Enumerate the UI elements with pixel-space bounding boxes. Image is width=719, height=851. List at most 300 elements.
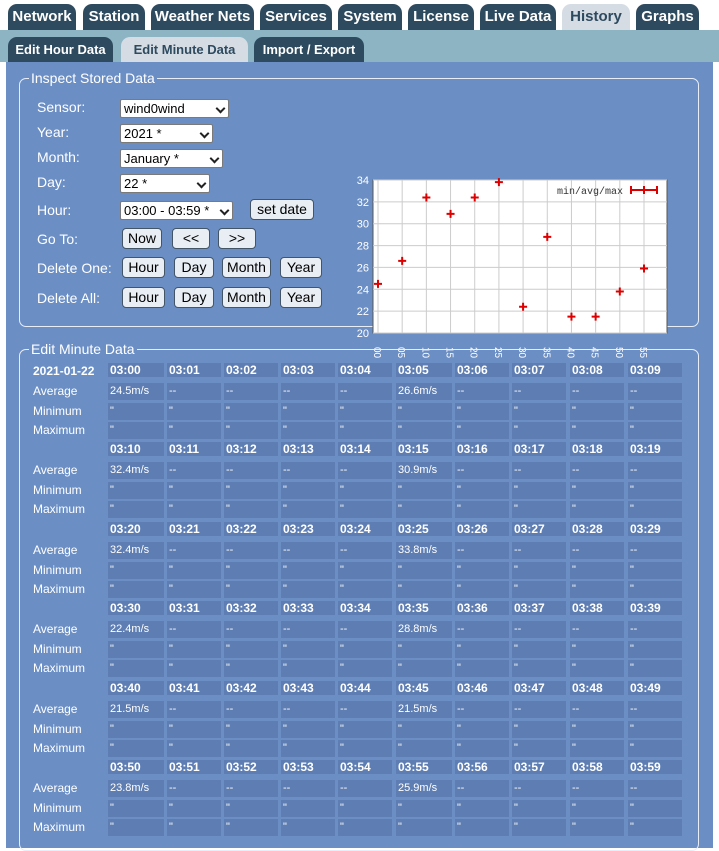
minute-maximum-field[interactable]: "	[281, 581, 335, 598]
minute-header: 03:30	[108, 601, 164, 615]
minute-maximum-field[interactable]: "	[512, 740, 566, 757]
minute-maximum-field[interactable]: "	[281, 422, 335, 439]
chart-legend-label: min/avg/max	[557, 187, 624, 198]
minute-minimum-field[interactable]: "	[455, 721, 509, 738]
minute-average-field[interactable]: 32.4m/s	[108, 542, 164, 559]
minute-minimum-field[interactable]: "	[281, 403, 335, 420]
minute-average-field[interactable]: --	[455, 542, 509, 559]
minute-minimum-field[interactable]: "	[108, 800, 164, 817]
minute-maximum-field[interactable]: "	[224, 740, 278, 757]
minute-average-field[interactable]: --	[167, 701, 221, 718]
minute-maximum-field[interactable]: "	[281, 501, 335, 518]
minute-minimum-field[interactable]: "	[224, 721, 278, 738]
chart-x-tick-label: 05	[395, 347, 407, 359]
delete-all-day-button[interactable]: Day	[174, 287, 214, 308]
minute-minimum-field[interactable]: "	[512, 403, 566, 420]
minute-header: 03:49	[628, 681, 682, 695]
minute-header: 03:36	[455, 601, 509, 615]
minute-minimum-field[interactable]: "	[455, 800, 509, 817]
minute-maximum-field[interactable]: "	[108, 740, 164, 757]
minute-maximum-field[interactable]: "	[167, 740, 221, 757]
goto-label: Go To:	[37, 231, 78, 247]
minute-minimum-field[interactable]: "	[628, 641, 682, 658]
minute-average-field[interactable]: --	[628, 542, 682, 559]
delete-one-hour-button[interactable]: Hour	[122, 257, 165, 278]
row-label-average: Average	[33, 702, 78, 716]
prev-button[interactable]: <<	[172, 228, 210, 249]
minute-average-field[interactable]: --	[167, 383, 221, 400]
minute-average-field[interactable]: --	[455, 701, 509, 718]
minute-header: 03:24	[338, 522, 392, 536]
top-nav	[0, 0, 719, 30]
minute-minimum-field[interactable]: "	[167, 562, 221, 579]
minute-minimum-field[interactable]: "	[108, 482, 164, 499]
minute-average-field[interactable]: --	[455, 383, 509, 400]
minute-maximum-field[interactable]: "	[570, 581, 624, 598]
minute-average-field[interactable]: --	[338, 780, 392, 797]
minute-header: 03:10	[108, 442, 164, 456]
chart-x-tick-label: 25	[491, 347, 503, 359]
minute-maximum-field[interactable]: "	[108, 660, 164, 677]
minute-header: 03:27	[512, 522, 566, 536]
tab-license[interactable]: License	[408, 4, 474, 30]
minute-header: 03:13	[281, 442, 335, 456]
minute-minimum-field[interactable]: "	[628, 403, 682, 420]
minute-maximum-field[interactable]: "	[628, 740, 682, 757]
minute-maximum-field[interactable]: "	[396, 422, 452, 439]
minute-header: 03:23	[281, 522, 335, 536]
minute-minimum-field[interactable]: "	[396, 800, 452, 817]
minute-average-field[interactable]: --	[281, 462, 335, 479]
hour-label: Hour:	[37, 202, 72, 218]
minute-maximum-field[interactable]: "	[628, 819, 682, 836]
row-label-maximum: Maximum	[33, 582, 86, 596]
minute-header: 03:54	[338, 760, 392, 774]
minute-minimum-field[interactable]: "	[570, 800, 624, 817]
delete-all-year-button[interactable]: Year	[280, 287, 322, 308]
minute-minimum-field[interactable]: "	[108, 721, 164, 738]
minute-average-field[interactable]: --	[570, 383, 624, 400]
chart-x-tick-label: 20	[467, 347, 479, 359]
minute-maximum-field[interactable]: "	[570, 501, 624, 518]
minute-minimum-field[interactable]: "	[570, 562, 624, 579]
row-label-maximum: Maximum	[33, 502, 86, 516]
minute-average-field[interactable]: --	[512, 542, 566, 559]
minute-header: 03:38	[570, 601, 624, 615]
minute-header: 03:32	[224, 601, 278, 615]
minute-minimum-field[interactable]: "	[628, 482, 682, 499]
row-label-average: Average	[33, 781, 78, 795]
tab-weather-nets[interactable]: Weather Nets	[151, 4, 254, 30]
minute-maximum-field[interactable]: "	[396, 660, 452, 677]
minute-average-field[interactable]: 25.9m/s	[396, 780, 452, 797]
chart-x-tick-label: 00	[371, 347, 382, 359]
minute-average-field[interactable]: --	[570, 621, 624, 638]
minute-maximum-field[interactable]: "	[455, 660, 509, 677]
minute-maximum-field[interactable]: "	[108, 501, 164, 518]
minute-average-field[interactable]: --	[281, 383, 335, 400]
minute-maximum-field[interactable]: "	[167, 501, 221, 518]
chart-y-tick-label: 20	[356, 328, 369, 340]
minute-maximum-field[interactable]: "	[396, 501, 452, 518]
chart-y-tick-label: 30	[356, 218, 369, 231]
minute-maximum-field[interactable]: "	[455, 501, 509, 518]
minute-minimum-field[interactable]: "	[338, 482, 392, 499]
minute-minimum-field[interactable]: "	[281, 721, 335, 738]
minute-minimum-field[interactable]: "	[628, 562, 682, 579]
minute-header: 03:46	[455, 681, 509, 695]
sub-nav	[0, 30, 719, 62]
minute-header: 03:00	[108, 363, 164, 377]
minute-header: 03:41	[167, 681, 221, 695]
chart-x-tick-label: 30	[516, 347, 528, 359]
minute-maximum-field[interactable]: "	[224, 422, 278, 439]
minute-minimum-field[interactable]: "	[628, 800, 682, 817]
delete-all-hour-button[interactable]: Hour	[122, 287, 165, 308]
minute-header: 03:07	[512, 363, 566, 377]
row-label-average: Average	[33, 622, 78, 636]
minute-header: 03:06	[455, 363, 509, 377]
minute-header: 03:55	[396, 760, 452, 774]
minute-minimum-field[interactable]: "	[281, 482, 335, 499]
minute-maximum-field[interactable]: "	[628, 581, 682, 598]
day-label: Day:	[37, 174, 66, 190]
minute-minimum-field[interactable]: "	[224, 562, 278, 579]
minute-header: 03:47	[512, 681, 566, 695]
minute-minimum-field[interactable]: "	[224, 641, 278, 658]
minute-average-field[interactable]: --	[224, 462, 278, 479]
minute-average-field[interactable]: --	[338, 383, 392, 400]
minute-average-field[interactable]: --	[512, 701, 566, 718]
minute-header: 03:50	[108, 760, 164, 774]
minute-minimum-field[interactable]: "	[281, 800, 335, 817]
minute-minimum-field[interactable]: "	[512, 800, 566, 817]
minute-header: 03:16	[455, 442, 509, 456]
minute-average-field[interactable]: --	[338, 542, 392, 559]
minute-minimum-field[interactable]: "	[512, 482, 566, 499]
row-label-maximum: Maximum	[33, 661, 86, 675]
minute-average-field[interactable]: 33.8m/s	[396, 542, 452, 559]
minute-minimum-field[interactable]: "	[570, 403, 624, 420]
minute-minimum-field[interactable]: "	[224, 482, 278, 499]
minute-maximum-field[interactable]: "	[224, 581, 278, 598]
minute-average-field[interactable]: 26.6m/s	[396, 383, 452, 400]
minute-average-field[interactable]: --	[224, 542, 278, 559]
minute-minimum-field[interactable]: "	[396, 721, 452, 738]
minute-minimum-field[interactable]: "	[338, 562, 392, 579]
minute-minimum-field[interactable]: "	[628, 721, 682, 738]
minute-maximum-field[interactable]: "	[455, 581, 509, 598]
hour-select[interactable]	[120, 201, 233, 220]
row-label-average: Average	[33, 463, 78, 477]
minute-maximum-field[interactable]: "	[167, 660, 221, 677]
inspect-legend: Inspect Stored Data	[31, 70, 155, 86]
minute-maximum-field[interactable]: "	[224, 819, 278, 836]
row-label-minimum: Minimum	[33, 403, 82, 418]
minute-maximum-field[interactable]: "	[167, 819, 221, 836]
minute-header: 03:11	[167, 442, 221, 456]
minute-average-field[interactable]: --	[224, 780, 278, 797]
row-label-minimum: Minimum	[33, 800, 82, 815]
minute-maximum-field[interactable]: "	[224, 660, 278, 677]
delete-one-month-button[interactable]: Month	[222, 257, 271, 278]
minute-maximum-field[interactable]: "	[167, 422, 221, 439]
minute-maximum-field[interactable]: "	[628, 422, 682, 439]
minute-minimum-field[interactable]: "	[512, 721, 566, 738]
chart-y-tick-label: 24	[356, 284, 369, 297]
minute-maximum-field[interactable]: "	[396, 581, 452, 598]
chart-plot-area	[373, 180, 667, 333]
delete-one-label: Delete One:	[37, 260, 112, 276]
row-label-maximum: Maximum	[33, 741, 86, 755]
row-label-minimum: Minimum	[33, 562, 82, 577]
minute-average-field[interactable]: --	[570, 701, 624, 718]
chart-y-tick-label: 32	[356, 196, 369, 209]
minute-minimum-field[interactable]: "	[108, 641, 164, 658]
minute-header: 03:45	[396, 681, 452, 695]
year-value: 2021 *	[124, 126, 162, 141]
minute-header: 03:28	[570, 522, 624, 536]
minute-maximum-field[interactable]: "	[512, 501, 566, 518]
minute-minimum-field[interactable]: "	[224, 800, 278, 817]
minute-minimum-field[interactable]: "	[570, 721, 624, 738]
minute-minimum-field[interactable]: "	[167, 721, 221, 738]
minute-maximum-field[interactable]: "	[338, 660, 392, 677]
minute-maximum-field[interactable]: "	[570, 819, 624, 836]
minute-minimum-field[interactable]: "	[396, 403, 452, 420]
minute-maximum-field[interactable]: "	[224, 501, 278, 518]
minute-average-field[interactable]: --	[167, 621, 221, 638]
minute-maximum-field[interactable]: "	[281, 740, 335, 757]
minute-minimum-field[interactable]: "	[338, 800, 392, 817]
minute-average-field[interactable]: --	[455, 621, 509, 638]
minute-minimum-field[interactable]: "	[512, 641, 566, 658]
minute-average-field[interactable]: --	[628, 780, 682, 797]
minute-average-field[interactable]: --	[224, 621, 278, 638]
minute-header: 03:20	[108, 522, 164, 536]
minute-average-field[interactable]: --	[167, 542, 221, 559]
minute-minimum-field[interactable]: "	[167, 800, 221, 817]
row-label-average: Average	[33, 384, 78, 398]
minute-maximum-field[interactable]: "	[338, 740, 392, 757]
minute-maximum-field[interactable]: "	[628, 501, 682, 518]
minute-minimum-field[interactable]: "	[224, 403, 278, 420]
minute-header: 03:48	[570, 681, 624, 695]
minute-minimum-field[interactable]: "	[167, 482, 221, 499]
row-label-minimum: Minimum	[33, 641, 82, 656]
minute-average-field[interactable]: --	[167, 462, 221, 479]
minute-maximum-field[interactable]: "	[108, 422, 164, 439]
minute-average-field[interactable]: --	[512, 383, 566, 400]
minute-average-field[interactable]: --	[570, 780, 624, 797]
minute-header: 03:52	[224, 760, 278, 774]
chevron-down-icon	[220, 206, 230, 216]
minute-header: 03:01	[167, 363, 221, 377]
minute-average-field[interactable]: --	[281, 621, 335, 638]
minute-average-field[interactable]: --	[455, 780, 509, 797]
minute-maximum-field[interactable]: "	[455, 422, 509, 439]
delete-one-year-button[interactable]: Year	[280, 257, 322, 278]
minute-average-field[interactable]: 28.8m/s	[396, 621, 452, 638]
minute-average-field[interactable]: --	[281, 780, 335, 797]
set-date-button[interactable]: set date	[250, 199, 314, 220]
row-label-minimum: Minimum	[33, 482, 82, 497]
minute-average-field[interactable]: --	[338, 621, 392, 638]
minute-average-field[interactable]: --	[570, 542, 624, 559]
minute-minimum-field[interactable]: "	[396, 641, 452, 658]
minute-header: 03:25	[396, 522, 452, 536]
chart-x-tick-label: 40	[564, 347, 576, 359]
minute-average-field[interactable]: 30.9m/s	[396, 462, 452, 479]
minute-header: 03:42	[224, 681, 278, 695]
row-label-maximum: Maximum	[33, 423, 86, 437]
subtab-edit-hour-data[interactable]: Edit Hour Data	[8, 37, 113, 62]
subtab-edit-minute-data[interactable]: Edit Minute Data	[121, 37, 248, 62]
tab-station[interactable]: Station	[83, 4, 145, 30]
minute-average-field[interactable]: --	[628, 621, 682, 638]
minute-average-field[interactable]: --	[570, 462, 624, 479]
minute-average-field[interactable]: --	[455, 462, 509, 479]
minute-average-field[interactable]: 22.4m/s	[108, 621, 164, 638]
minute-maximum-field[interactable]: "	[512, 422, 566, 439]
minute-average-field[interactable]: --	[628, 462, 682, 479]
minute-header: 03:57	[512, 760, 566, 774]
minute-average-field[interactable]: 23.8m/s	[108, 780, 164, 797]
minute-minimum-field[interactable]: "	[167, 641, 221, 658]
minute-maximum-field[interactable]: "	[108, 581, 164, 598]
minute-maximum-field[interactable]: "	[396, 819, 452, 836]
minute-average-field[interactable]: 21.5m/s	[108, 701, 164, 718]
minute-maximum-field[interactable]: "	[570, 740, 624, 757]
minute-header: 03:44	[338, 681, 392, 695]
day-select[interactable]	[120, 174, 210, 193]
chevron-down-icon	[200, 129, 210, 139]
minute-maximum-field[interactable]: "	[455, 819, 509, 836]
tab-services[interactable]: Services	[260, 4, 332, 30]
minute-average-field[interactable]: --	[628, 701, 682, 718]
minute-maximum-field[interactable]: "	[338, 581, 392, 598]
sensor-value: wind0wind	[124, 101, 185, 116]
tab-history[interactable]: History	[562, 4, 630, 30]
minute-average-field[interactable]: 24.5m/s	[108, 383, 164, 400]
minute-header: 03:02	[224, 363, 278, 377]
minute-header: 03:19	[628, 442, 682, 456]
minute-average-field[interactable]: --	[281, 542, 335, 559]
minute-maximum-field[interactable]: "	[167, 581, 221, 598]
minute-maximum-field[interactable]: "	[628, 660, 682, 677]
minute-header: 03:39	[628, 601, 682, 615]
minute-average-field[interactable]: --	[224, 701, 278, 718]
minute-minimum-field[interactable]: "	[338, 641, 392, 658]
row-label-maximum: Maximum	[33, 820, 86, 834]
minute-header: 03:37	[512, 601, 566, 615]
minute-minimum-field[interactable]: "	[570, 482, 624, 499]
sensor-select[interactable]	[120, 99, 229, 118]
minute-minimum-field[interactable]: "	[167, 403, 221, 420]
minute-header: 03:51	[167, 760, 221, 774]
minute-header: 03:43	[281, 681, 335, 695]
minute-header: 03:21	[167, 522, 221, 536]
minute-average-field[interactable]: --	[512, 462, 566, 479]
minute-maximum-field[interactable]: "	[281, 660, 335, 677]
minute-average-field[interactable]: --	[338, 462, 392, 479]
minute-minimum-field[interactable]: "	[108, 562, 164, 579]
minute-minimum-field[interactable]: "	[512, 562, 566, 579]
minute-average-field[interactable]: --	[338, 701, 392, 718]
minute-header: 03:04	[338, 363, 392, 377]
minute-maximum-field[interactable]: "	[338, 422, 392, 439]
chevron-down-icon	[216, 104, 226, 114]
minute-maximum-field[interactable]: "	[570, 660, 624, 677]
minute-header: 03:05	[396, 363, 452, 377]
minute-maximum-field[interactable]: "	[570, 422, 624, 439]
minute-minimum-field[interactable]: "	[455, 403, 509, 420]
minute-minimum-field[interactable]: "	[570, 641, 624, 658]
minute-average-field[interactable]: --	[512, 621, 566, 638]
minute-average-field[interactable]: --	[628, 383, 682, 400]
sensor-label: Sensor:	[37, 99, 86, 115]
minute-header: 03:15	[396, 442, 452, 456]
minute-maximum-field[interactable]: "	[281, 819, 335, 836]
content-panel	[6, 62, 713, 848]
minute-header: 03:35	[396, 601, 452, 615]
minute-maximum-field[interactable]: "	[108, 819, 164, 836]
year-select[interactable]	[120, 124, 213, 143]
minute-average-field[interactable]: --	[224, 383, 278, 400]
tab-system[interactable]: System	[338, 4, 402, 30]
minute-maximum-field[interactable]: "	[455, 740, 509, 757]
minute-header: 03:58	[570, 760, 624, 774]
year-label: Year:	[37, 124, 70, 140]
minute-maximum-field[interactable]: "	[396, 740, 452, 757]
tab-network[interactable]: Network	[8, 4, 76, 30]
subtab-import-export[interactable]: Import / Export	[254, 37, 364, 62]
minute-maximum-field[interactable]: "	[512, 660, 566, 677]
tab-graphs[interactable]: Graphs	[636, 4, 699, 30]
minute-minimum-field[interactable]: "	[281, 641, 335, 658]
minute-maximum-field[interactable]: "	[512, 581, 566, 598]
delete-one-day-button[interactable]: Day	[174, 257, 214, 278]
minute-minimum-field[interactable]: "	[455, 641, 509, 658]
chart-x-tick-label: 10	[419, 347, 431, 359]
minute-average-field[interactable]: --	[281, 701, 335, 718]
minute-legend: Edit Minute Data	[31, 341, 135, 357]
month-select[interactable]	[120, 149, 223, 168]
minute-maximum-field[interactable]: "	[338, 819, 392, 836]
minute-header: 03:17	[512, 442, 566, 456]
minute-minimum-field[interactable]: "	[396, 562, 452, 579]
now-button[interactable]: Now	[122, 228, 162, 249]
next-button[interactable]: >>	[218, 228, 256, 249]
minute-maximum-field[interactable]: "	[338, 501, 392, 518]
tab-live-data[interactable]: Live Data	[480, 4, 556, 30]
minute-minimum-field[interactable]: "	[338, 721, 392, 738]
minute-minimum-field[interactable]: "	[396, 482, 452, 499]
minute-minimum-field[interactable]: "	[281, 562, 335, 579]
delete-all-month-button[interactable]: Month	[222, 287, 271, 308]
minute-minimum-field[interactable]: "	[338, 403, 392, 420]
minute-minimum-field[interactable]: "	[455, 482, 509, 499]
minute-average-field[interactable]: 21.5m/s	[396, 701, 452, 718]
month-value: January *	[124, 151, 179, 166]
minute-minimum-field[interactable]: "	[455, 562, 509, 579]
minute-maximum-field[interactable]: "	[512, 819, 566, 836]
minute-average-field[interactable]: 32.4m/s	[108, 462, 164, 479]
minute-minimum-field[interactable]: "	[108, 403, 164, 420]
minute-header: 03:59	[628, 760, 682, 774]
minute-average-field[interactable]: --	[167, 780, 221, 797]
minute-average-field[interactable]: --	[512, 780, 566, 797]
